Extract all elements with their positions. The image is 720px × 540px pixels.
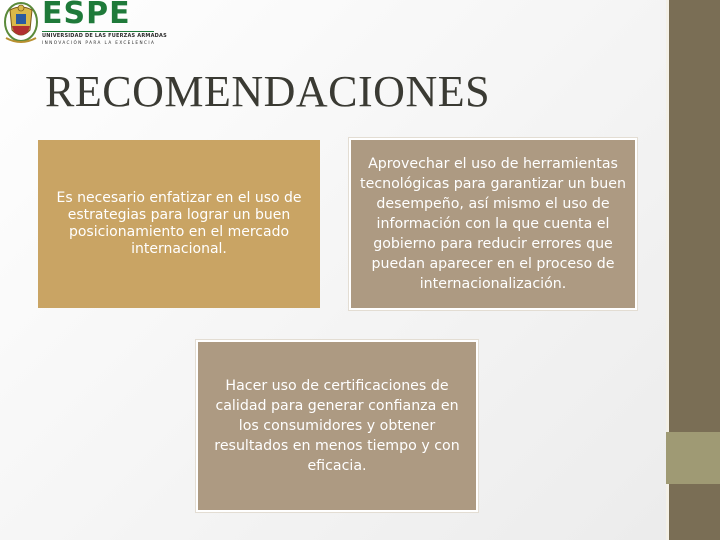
espe-logo	[2, 0, 167, 48]
recommendation-box-2	[349, 138, 637, 310]
logo-divider	[42, 31, 154, 32]
logo-tagline: INNOVACIÓN PARA LA EXCELENCIA	[42, 40, 156, 45]
recommendation-box-1	[38, 140, 320, 308]
recommendation-text-1: Es necesario enfatizar en el uso de estrategias para lograr un buen posicionamiento en el mercado internacional.	[56, 190, 302, 257]
logo-wordmark: ESPE	[42, 0, 131, 31]
university-crest-icon	[2, 0, 40, 46]
slide-title: RECOMENDACIONES	[45, 67, 491, 116]
logo-university-name: UNIVERSIDAD DE LAS FUERZAS ARMADAS	[42, 33, 167, 39]
recommendation-text-3: Hacer uso de certificaciones de calidad para generar confianza en los consumidores y obtener resultados en menos tiempo y con eficacia.	[214, 378, 460, 474]
recommendation-box-3	[196, 340, 478, 512]
recommendation-text-2: Aprovechar el uso de herramientas tecnológicas para garantizar un buen desempeño, así mismo el uso de información con la que cuenta el gobierno para reducir errores que puedan aparecer en el proceso de internacionalización.	[360, 156, 626, 292]
side-accent-block	[666, 432, 720, 484]
